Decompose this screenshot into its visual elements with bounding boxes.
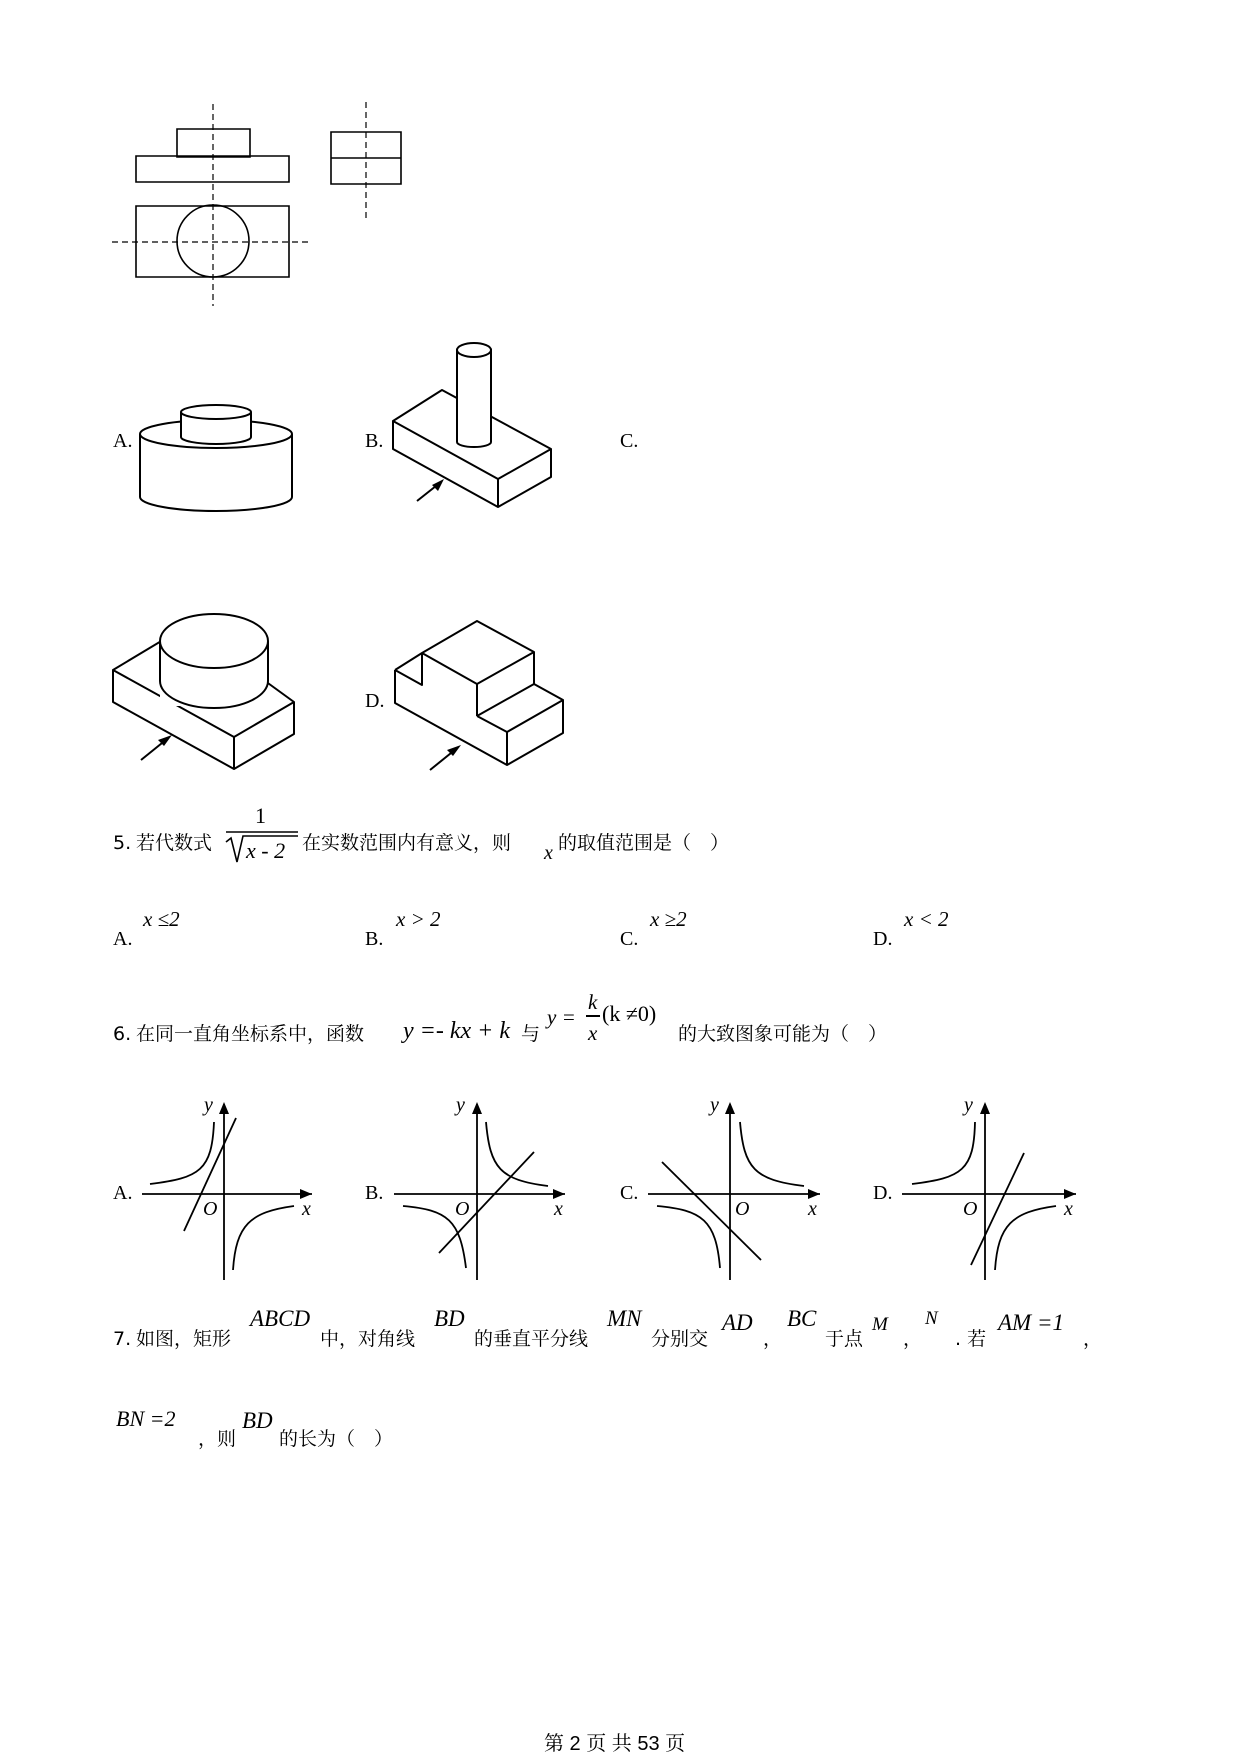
q6-b-origin: O (455, 1198, 470, 1220)
q4-option-c-label[interactable]: C. (620, 430, 639, 452)
q5-var-x: x (544, 842, 553, 864)
q6-func2-cond: (k ≠0) (602, 1001, 657, 1026)
q7-text-2: 中，对角线 (320, 1328, 416, 1350)
q7-text-8: . 若 (955, 1328, 987, 1350)
q6-option-d-label[interactable]: D. (873, 1182, 893, 1204)
q6-d-origin: O (963, 1198, 978, 1220)
q7-math-mn: MN (607, 1306, 642, 1331)
q6-d-y-label: y (964, 1094, 973, 1116)
q6-func2-den: x (588, 1021, 598, 1045)
q5-numerator: 1 (255, 803, 266, 828)
q7-math-bd2: BD (242, 1408, 273, 1433)
q6-option-b-label[interactable]: B. (365, 1182, 384, 1204)
q6-option-a-label[interactable]: A. (113, 1182, 133, 1204)
q5-option-d-expr: x < 2 (904, 907, 949, 931)
q6-b-x-label: x (554, 1198, 563, 1220)
q7-math-n: N (925, 1308, 938, 1329)
q5-radicand-text: x - 2 (246, 838, 286, 863)
q7-text-4: 分别交 (651, 1328, 709, 1350)
q7-math-abcd: ABCD (250, 1306, 311, 1331)
q5-option-b-expr: x > 2 (396, 907, 441, 931)
q5-option-b-label[interactable]: B. (365, 928, 384, 950)
q7-text-7: ， (903, 1328, 923, 1350)
q5-option-d-label[interactable]: D. (873, 928, 893, 950)
q4-option-b-label[interactable]: B. (365, 430, 384, 452)
q7-text-1: 如图，矩形 (136, 1328, 232, 1350)
q6-c-y-label: y (710, 1094, 719, 1116)
q6-a-origin: O (203, 1198, 218, 1220)
q5-number: 5. (113, 832, 132, 854)
q5-text-before: 若代数式 (136, 832, 213, 854)
q6-func1: y =- kx + k (403, 1018, 510, 1044)
q7-text-10: ，则 (198, 1428, 237, 1450)
q7-math-bd: BD (434, 1306, 465, 1331)
q6-c-origin: O (735, 1198, 750, 1220)
q6-a-x-label: x (302, 1198, 311, 1220)
q6-conj: 与 (521, 1023, 541, 1045)
q6-text-before: 在同一直角坐标系中，函数 (136, 1023, 365, 1045)
q7-text-9: ， (1083, 1328, 1103, 1350)
q5-option-a-expr: x ≤2 (143, 907, 180, 931)
q4-option-a-label[interactable]: A. (113, 430, 133, 452)
q7-math-bn: BN =2 (116, 1406, 176, 1431)
q7-math-am: AM =1 (998, 1310, 1064, 1335)
q6-func2-num: k (588, 990, 598, 1014)
q7-math-m: M (872, 1314, 888, 1335)
q5-option-a-label[interactable]: A. (113, 928, 133, 950)
q7-math-bc: BC (787, 1306, 817, 1331)
q7-math-ad: AD (722, 1310, 753, 1335)
q6-number: 6. (113, 1023, 132, 1045)
q6-d-x-label: x (1064, 1198, 1073, 1220)
q4-option-d-label[interactable]: D. (365, 690, 385, 712)
page-number: 第 2 页 共 53 页 (544, 1733, 686, 1755)
q7-text-11: 的长为（ ） (279, 1428, 394, 1450)
q6-b-y-label: y (456, 1094, 465, 1116)
q6-func2-lhs: y = (547, 1005, 576, 1029)
q7-text-6: 于点 (825, 1328, 864, 1350)
q5-option-c-label[interactable]: C. (620, 928, 639, 950)
q6-a-y-label: y (204, 1094, 213, 1116)
q7-text-5: ， (763, 1328, 783, 1350)
q7-text-3: 的垂直平分线 (474, 1328, 589, 1350)
q5-text-after: 在实数范围内有意义，则 (302, 832, 512, 854)
q5-option-c-expr: x ≥2 (650, 907, 687, 931)
q6-option-c-label[interactable]: C. (620, 1182, 639, 1204)
q7-number: 7. (113, 1328, 132, 1350)
q6-text-end: 的大致图象可能为（ ） (678, 1023, 888, 1045)
q6-c-x-label: x (808, 1198, 817, 1220)
q5-text-end: 的取值范围是（ ） (558, 832, 730, 854)
